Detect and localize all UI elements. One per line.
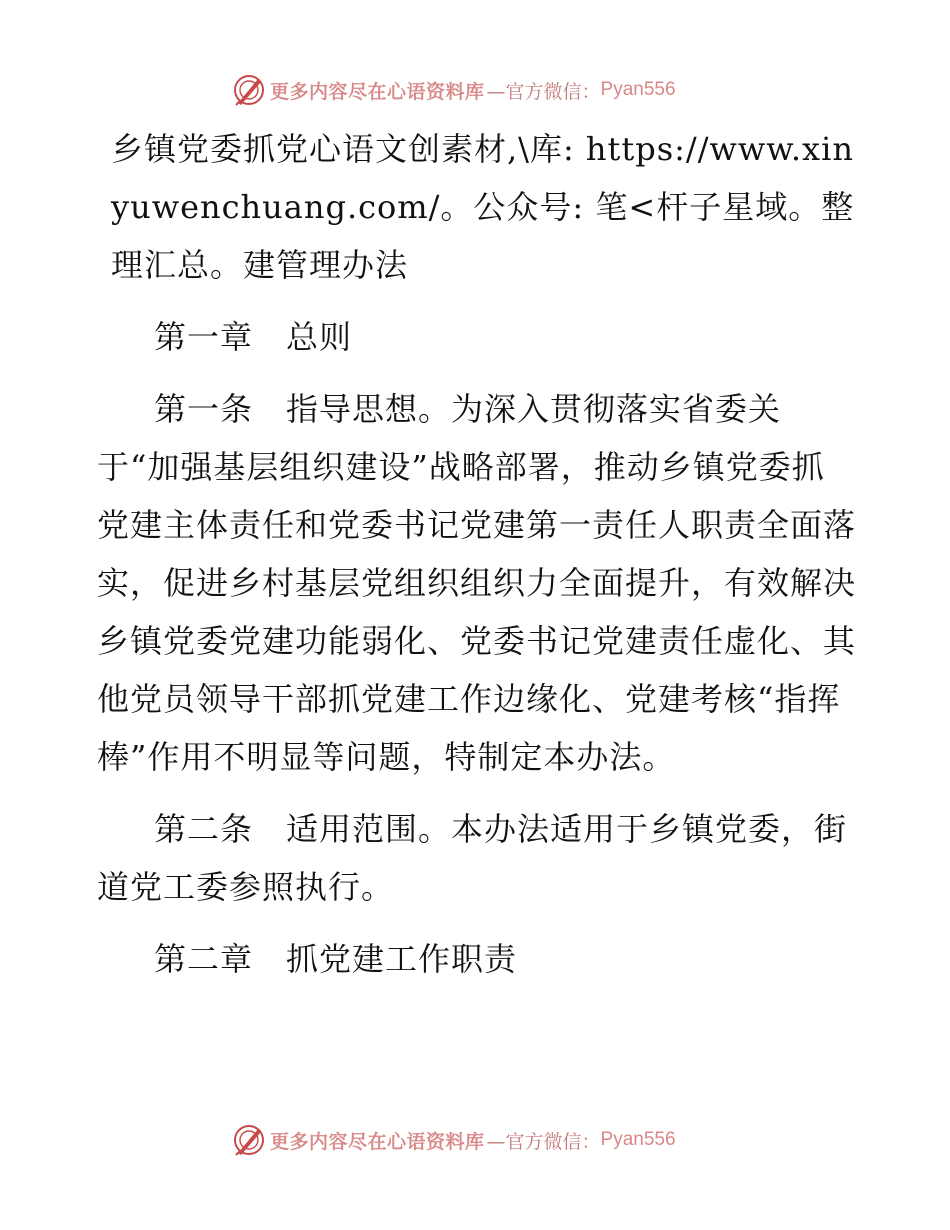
watermark-wechat-id: Pyan556 <box>600 1129 676 1150</box>
quill-logo-icon <box>232 1123 266 1157</box>
document-body <box>97 120 857 988</box>
watermark-sub-text: —官方微信： <box>486 1130 601 1153</box>
chapter-2-heading: 第二章 抓党建工作职责 <box>154 940 518 978</box>
quill-logo-icon <box>232 73 266 107</box>
article-1-paragraph: 第一条 指导思想。为深入贯彻落实省委关于“加强基层组织建设”战略部署，推动乡镇党委抓党建主体责任和党委书记党建第一责任人职责全面落实，促进乡村基层党组织组织力全面提升，有效解决乡镇党委党建功能弱化、党委书记党建责任虚化、其他党员领导干部抓党建工作边缘化、党建考核“指挥棒”作用不明显等问题，特制定本办法。 <box>97 390 857 776</box>
watermark-sub-text: —官方微信： <box>486 80 601 103</box>
footer-watermark <box>232 1122 676 1158</box>
watermark-main-text: 更多内容尽在心语资料库 <box>270 80 485 103</box>
article-2-paragraph: 第二条 适用范围。本办法适用于乡镇党委，街道党工委参照执行。 <box>97 810 848 906</box>
chapter-1-heading: 第一章 总则 <box>154 318 353 356</box>
watermark-main-text: 更多内容尽在心语资料库 <box>270 1130 485 1153</box>
watermark-wechat-id: Pyan556 <box>600 79 676 100</box>
intro-paragraph: 乡镇党委抓党心语文创素材,\库: https://www.xinyuwenchuang.com/。公众号: 笔<杆子星域。整理汇总。建管理办法 <box>111 130 855 284</box>
header-watermark <box>232 72 676 108</box>
